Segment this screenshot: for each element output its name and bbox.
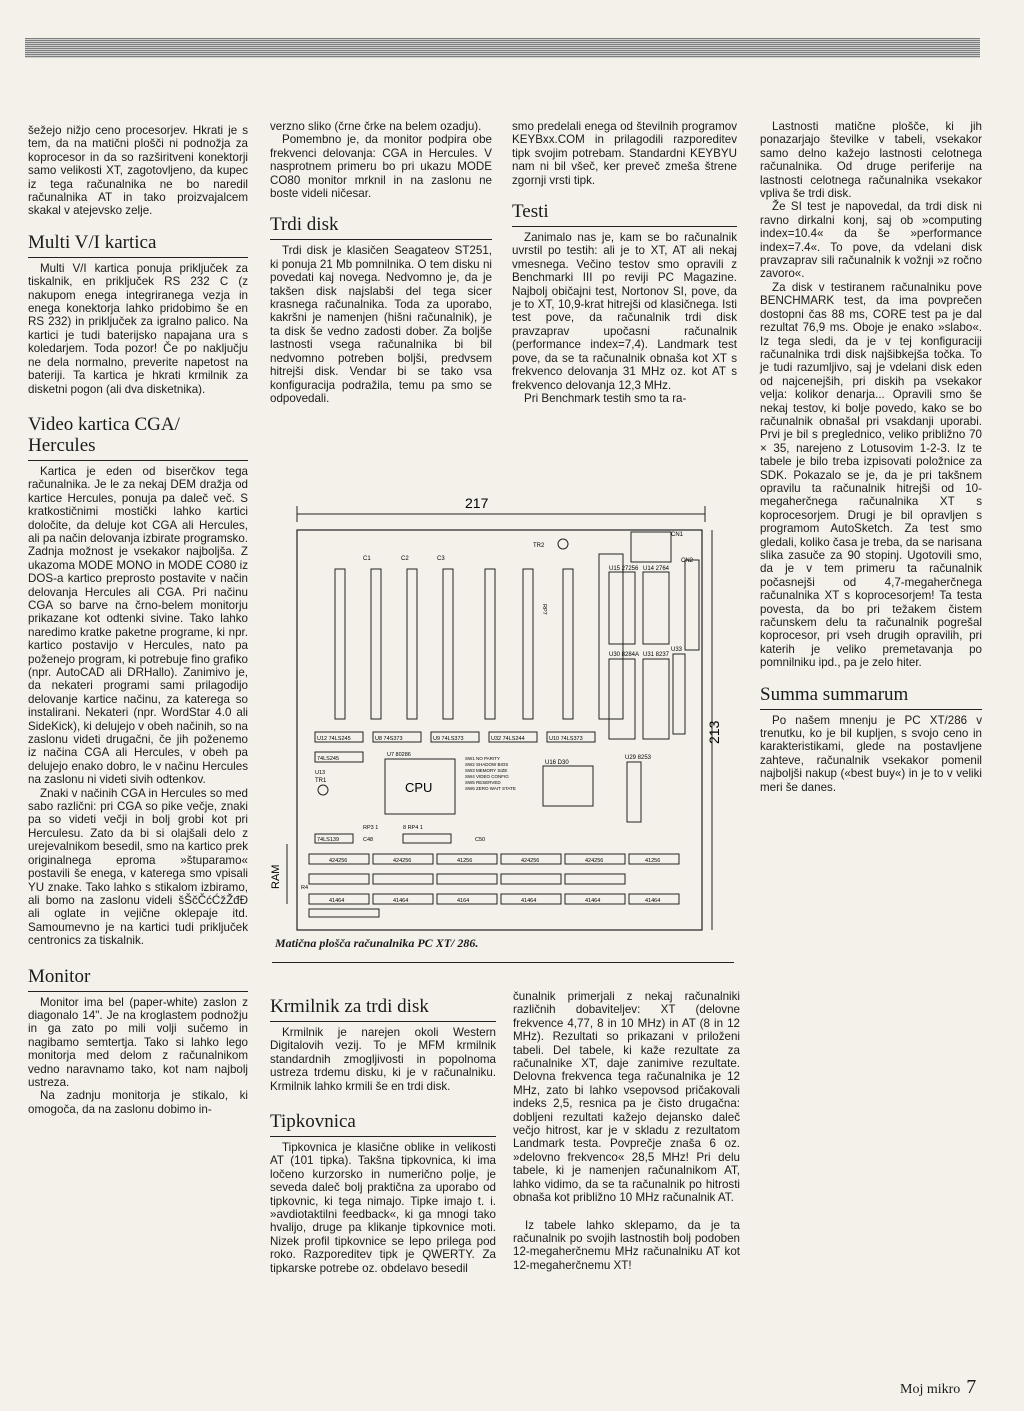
misc-label: RP7 — [541, 604, 547, 615]
paragraph: Trdi disk je klasičen Seagateov ST251, ki ponuja 21 Mb pomnilnika. O tem disku ni povedati kaj novega. Nedvomno je, da je takšen disk najslabši del tega sicer krasnega računalnika. Toda za uporabo, kakršni je namenjen (hišni računalnik), je ta disk še vedno zadosti dober. Za boljše lastnosti vsega računalnika bi bil nedvomno potreben boljši, predvsem hitrejši disk. Vendar bi se tako vsa konfiguracija podražila, temu pa smo se odpovedali. — [270, 244, 492, 405]
chip-label: CN1 — [671, 532, 684, 538]
chip — [631, 532, 671, 562]
chip-label: U33 — [671, 647, 683, 653]
misc-label: RP3 1 — [363, 825, 379, 831]
chip-label: U7 80286 — [387, 752, 411, 758]
ram-bank-3 — [309, 894, 679, 904]
heading-disk-controller: Krmilnik za trdi disk — [270, 996, 496, 1022]
chip-label: U8 74S373 — [375, 736, 403, 742]
ram-label: 424256 — [329, 858, 348, 864]
chip-label: U16 D30 — [545, 760, 569, 766]
chip-label: TR2 — [533, 543, 545, 549]
paragraph: Tipkovnica je klasične oblike in velikosti AT (101 tipka). Takšna tipkovnica, ki ima ločeno kurzorsko in numerično polje, je seveda daleč bolj praktična za uporabo od tipkovnic, ki tega nimajo. Tipke imajo t. i. »avdiotaktilni feedback«, ki ga mnogi tako hvalijo, druge pa klikanje tipkovnice moti. Nizek profil tipkovnice se lepo prilega pod roko. Razporeditev tipk je QWERTY. Za tipkarske potrebe oz. obdelavo besedil — [270, 1141, 496, 1275]
paragraph: Zanimalo nas je, kam se bo računalnik uvrstil po testih: ali je to XT, AT ali nekaj vmesnega. Večino testov smo opravili z Benchmarki III po reviji PC Magazine. Najbolj običajni test, Nortonov SI, pove, da je to XT, 10,9-krat hitrejši od klasičnega. Isti test pove, da računalnik trdi disk pravzaprav upočasni računalnik (performance index=7,4). Landmark test pove, da se ta računalnik obnaša kot XT s frekvenco delovanja 31 MHz oz. kot AT s frekvenco delovanja 12,3 MHz. — [512, 231, 737, 392]
chip-label: U9 74LS373 — [433, 736, 464, 742]
heading-tests: Testi — [512, 201, 737, 227]
motherboard-diagram — [270, 494, 725, 944]
slot — [407, 569, 417, 719]
chip-label: CN2 — [681, 558, 694, 564]
paragraph: Lastnosti matične plošče, ki jih ponazarjajo številke v tabeli, vsekakor samo delno kažejo lastnosti celotnega računalnika. Od druge periferije na lastnosti celotnega računalnika vsekakor vpliva še trdi disk. — [760, 120, 982, 201]
ram-label: 424256 — [585, 858, 604, 864]
chip-label: 74LS139 — [317, 837, 340, 843]
chip-label: U32 74LS244 — [491, 736, 525, 742]
paragraph: čunalnik primerjali z nekaj računalniki različnih dobaviteljev: XT (delovne frekvence 4,77, 8 in 10 MHz) in AT (8 in 12 MHz). Rezultati so prikazani v priloženi tabeli. Del tabele, ki kaže rezultate za računalnike XT, daje zanimive rezultate. Delovna frekvenca tega računalnika je 12 MHz, zato bi lahko vsepovsod pričakovali indeks 2,5, resnica pa je čisto drugačna: dobljeni rezultati kažejo dejansko daleč večjo hitrost, kar je v skladu z rezultatom Landmark testa. Povprečje znaša 6 oz. »delovno frekvenco« 28,5 MHz! Pri delu tabele, ki je namenjen računalnikom AT, lahko vidimo, da se ta računalnik po hitrosti obnaša kot približno 10 MHz računalnik AT. — [513, 990, 740, 1205]
chip-label: U13 — [315, 770, 326, 776]
heading-keyboard: Tipkovnica — [270, 1111, 496, 1137]
ram-bank-3-labels — [329, 898, 660, 904]
paragraph: Multi V/I kartica ponuja priključek za tiskalnik, en priključek RS 232 C (z nakupom enega integriranega vezja in enega konektorja lahko pridobimo še en RS 232) in priključek za igralno palico. Na kartici je tudi baterijsko napajana ura s koledarjem. Toda pozor! Če po naključju ne dela normalno, preverite napetost na bateriji. Ta kartica je hkrati krmilnik za disketni pogon (ali dva disketnika). — [28, 261, 248, 396]
ram-label: 41256 — [645, 858, 661, 864]
slot — [599, 554, 623, 719]
slot-label: C3 — [437, 556, 445, 562]
chip — [609, 659, 635, 739]
ram-label: 41464 — [521, 898, 537, 904]
ram-label: 41464 — [645, 898, 661, 904]
slot-label: C2 — [401, 556, 409, 562]
chip — [609, 572, 635, 644]
ram-chip — [373, 874, 433, 884]
chip-label: U31 8237 — [643, 652, 670, 658]
ram-bank-2 — [309, 874, 625, 884]
cpu-label: CPU — [405, 780, 433, 795]
ram-label: 41464 — [393, 898, 409, 904]
column-6 — [513, 990, 740, 1272]
paragraph: Krmilnik je narejen okoli Western Digitalovih vezij. To je MFM krmilnik standardnih zmogljivosti in popolnoma ustreza trdemu disku, ki je v računalniku. Krmilnik lahko krmili še en trdi disk. — [270, 1026, 496, 1093]
paragraph: Kartica je eden od biserčkov tega računalnika. Je le za nekaj DEM dražja od kartice Hercules, ponuja pa daleč več. S kratkostičnimi mostički lahko kartici določite, da deluje kot CGA ali Hercules, ali pa način delovanja izbirate programsko. Zadnja možnost je vsekakor najboljša. Z ukazoma MODE MONO in MODE CO80 iz DOS-a kartico preprosto postavite v način delovanja Hercules ali CGA. Pri načinu CGA so barve na črno-belem monitorju prikazane kot odtenki sivine. Tako lahko naredimo kratke paketne programe, ki npr. kartico postavijo v Hercules, nato pa poženejo program, ki potrebuje fino grafiko (npr. AutoCAD ali DRHallo). Zanimivo je, da nekateri programi sami prilagodijo delovanje kartice načinu, za katerega so instalirani. Nekateri (npr. WordStar 4.0 ali SideKick), ki delujejo v obeh načinih, so na zaslonu videti drugačni, če jih poženemo iz načina CGA ali Hercules, v obeh pa delujejo enako dobro, le v načinu Hercules na zaslonu ni videti sivih odtenkov. — [28, 464, 248, 787]
column-5 — [270, 988, 496, 1275]
ram-label: 41256 — [457, 858, 473, 864]
transistor — [558, 539, 568, 549]
ram-chip — [309, 874, 369, 884]
chip — [543, 766, 593, 806]
heading-summa: Summa summarum — [760, 684, 982, 710]
ram-chip — [501, 874, 561, 884]
ram-label: 41464 — [329, 898, 345, 904]
switch-label: SW5 RESERVED — [465, 780, 501, 785]
column-4 — [760, 120, 982, 794]
slot — [523, 569, 533, 719]
chip-label: U30 8284A — [609, 652, 640, 658]
magazine-name: Moj mikro — [900, 1382, 961, 1397]
misc-label: 8 RP4 1 — [403, 825, 423, 831]
chip — [685, 560, 699, 650]
switch-label: SW3 MEMORY SIZE — [465, 768, 508, 773]
slot — [335, 569, 345, 719]
paragraph: Na zadnju monitorja je stikalo, ki omogoča, da na zaslonu dobimo in- — [28, 1089, 248, 1116]
chip — [403, 834, 451, 843]
heading-multi-io: Multi V/I kartica — [28, 232, 248, 258]
slot — [371, 569, 381, 719]
header-bar — [25, 38, 980, 58]
chip-label: U14 2764 — [643, 566, 670, 572]
chip-label: 74LS245 — [317, 756, 340, 762]
column-2 — [270, 120, 492, 405]
dimension-width-label: 217 — [465, 495, 489, 511]
paragraph: smo predelali enega od številnih programov KEYBxx.COM in prilagodili razporeditev tipk svojim potrebam. Standardni KEYBYU nam ni bil všeč, ker preveč zmeša štrene zgornji vrsti tipk. — [512, 120, 737, 187]
misc-label: C48 — [363, 837, 374, 843]
chip-label: U12 74LS245 — [317, 736, 351, 742]
heading-video-card: Video kartica CGA/ Hercules — [28, 414, 248, 461]
jumper-block — [309, 909, 379, 917]
figure-caption: Matična plošča računalnika PC XT/ 286. — [275, 936, 479, 950]
ram-chip — [565, 874, 625, 884]
chip-label: U15 27256 — [609, 566, 639, 572]
board-outline — [297, 530, 702, 930]
chip — [643, 659, 669, 739]
ram-bank-1-labels — [329, 858, 660, 864]
chip-label: U29 8253 — [625, 755, 652, 761]
paragraph: Za disk v testiranem računalniku pove BENCHMARK test, da ima povprečen dostopni čas 88 ms, CORE test pa je dal rezultat 76,9 ms. Oboje je enako »slabo«. Iz tega sledi, da je v tej konfiguraciji računalnika trdi disk najšibkejša točka. To je tudi razumljivo, saj je vdelani disk eden od najcenejših, pri diskih pa vsekakor velja: kolikor denarja... Opravili smo še nekaj testov, ki bolje povedo, kako se bo računalnik obnašal pri vsakdanji uporabi. Prvi je bil s preglednico, veliko približno 70 × 35, narejeno z Lotusovim 1-2-3. Iz te tabele je bilo treba izpisovati položnice za SDK. Pokazalo se je, da je pri takšnem opravilu ta računalnik hitrejši od 10-megaherčnega računalnika XT s koprocesorjem. Drugi je bil opravljen s programom AutoSketch. Za test smo gledali, koliko časa je treba, da se narisana slika zasuče za 90 stopinj. Ugotovili smo, da je v tem primeru ta računalnik počasnejši od 4,7-megaherčnega računalnika XT s koprocesorjem! Ta testa povesta, da bo pri težakem čistem računskem delu ta računalnik pogrešal koprocesor, pri vseh drugih opravilih, pri katerih je veliko premetavanja po pomnilniku ipd., pa je zelo hiter. — [760, 280, 982, 670]
page-number: 7 — [966, 1376, 977, 1398]
separator-line — [272, 962, 734, 963]
paragraph: Iz tabele lahko sklepamo, da je ta računalnik po svojih lastnostih bolj podoben 12-megaherčnemu MHz računalniku AT kot 12-megaherčnemu XT! — [513, 1218, 740, 1272]
ram-chip — [437, 874, 497, 884]
paragraph: Pri Benchmark testih smo ta ra- — [524, 391, 687, 405]
paragraph: šežejo nižjo ceno procesorjev. Hkrati je s tem, da na matični plošči ni podnožja za koprocesor in da so razširitveni konektorji samo velikosti XT, zagotovljeno, da kupec iz tega računalnika ne bo naredil računalnika AT in tako proizvajalcem skakal v atejevsko zelje. — [28, 124, 248, 218]
column-1 — [28, 124, 248, 1116]
slot — [563, 569, 573, 719]
chip — [627, 762, 641, 822]
slot — [443, 569, 453, 719]
switch-label: SW6 ZERO WAIT STATE — [465, 786, 516, 791]
heading-monitor: Monitor — [28, 966, 248, 992]
ram-label: 4164 — [457, 898, 470, 904]
slot — [485, 569, 495, 719]
paragraph: Monitor ima bel (paper-white) zaslon z diagonalo 14". Je na kroglastem podnožju in ga zato po mili volji sučemo in nagibamo semtertja. Tako si lahko lego monitorja med delom z računalnikom vedno naravnamo tako, kot nam najbolj ustreza. — [28, 995, 248, 1089]
ram-bank-1 — [309, 854, 679, 864]
page-footer — [900, 1376, 976, 1399]
ram-label: 424256 — [393, 858, 412, 864]
switch-label: SW2 SHADOW BIOS — [465, 762, 509, 767]
switch-label: SW1 NO PARITY — [465, 756, 500, 761]
transistor — [318, 785, 328, 795]
ram-label: 424256 — [521, 858, 540, 864]
paragraph: verzno sliko (črne črke na belem ozadju). — [270, 120, 482, 133]
expansion-slots — [335, 554, 623, 719]
ram-label: 41464 — [585, 898, 601, 904]
switch-label: SW4 VIDEO CONFIG — [465, 774, 509, 779]
paragraph: Že SI test je napovedal, da trdi disk ni ravno dirkalni konj, saj ob »computing index=10.4« da še »performance index=7.4«. To pove, da vdelani disk pravzaprav sili računalnik k vožnji »z ročno zavoro«. — [760, 200, 982, 281]
ram-label: RAM — [270, 864, 282, 889]
misc-label: C50 — [475, 837, 486, 843]
misc-label: R4 — [301, 885, 309, 891]
chip — [673, 654, 685, 734]
paragraph: Po našem mnenju je PC XT/286 v trenutku, ko je bil kupljen, s svojo ceno in karakteristikami, glede na postavljene zahteve, računalnik vsekakor pomenil najboljši nakup («best buy«) in je to v veliki meri še danes. — [760, 713, 982, 794]
slot-label: C1 — [363, 556, 371, 562]
dimension-height-label: 213 — [706, 720, 722, 744]
heading-hard-disk: Trdi disk — [270, 214, 492, 240]
chip-label: TR1 — [315, 778, 327, 784]
paragraph: Znaki v načinih CGA in Hercules so med sabo različni: pri CGA so pike večje, znaki pa so videti večji in bolj grobi kot pri Herculesu. Zato da bi si olajšali delo z urejevalnikom besedil, smo na kartico prek originalnega eproma »štuparamo« postavili še enega, v katerega smo vpisali YU znake. Tako lahko s stikalom izbiramo, ali bomo na zaslonu videli šŠčČćĆžŽđĐ ali oglate in vejične oklepaje itd. Samoumevno je na kartici tudi priključek centronics za tiskalnik. — [28, 786, 248, 948]
chip-label: U10 74LS373 — [549, 736, 583, 742]
dip-switch-list — [465, 756, 516, 791]
chip — [643, 572, 669, 644]
column-3 — [512, 120, 737, 405]
paragraph: Pomembno je, da monitor podpira obe frekvenci delovanja: CGA in Hercules. V nasprotnem primeru bo pri ukazu MODE CO80 monitor mrknil in na zaslonu ne boste videli ničesar. — [270, 133, 492, 201]
